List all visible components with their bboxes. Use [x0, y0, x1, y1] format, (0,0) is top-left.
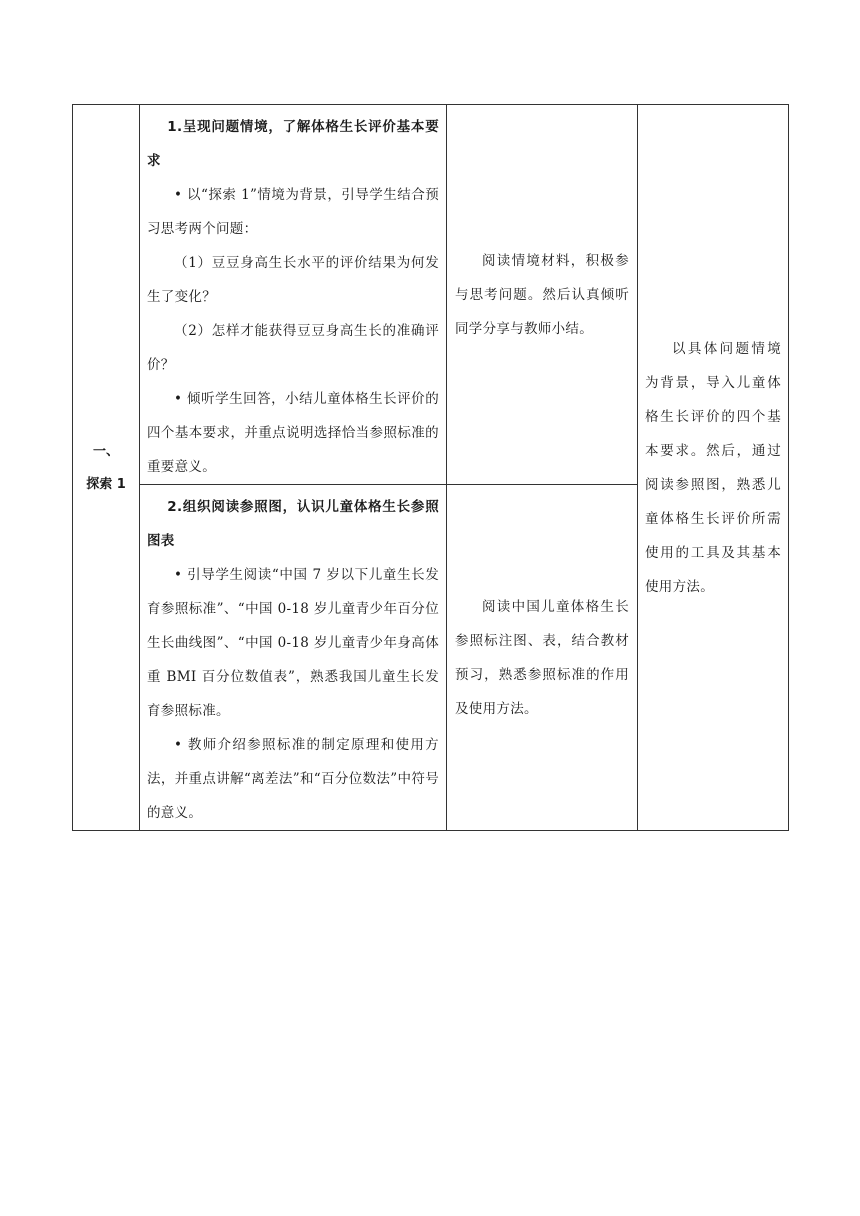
bullet-text: • 教师介绍参照标准的制定原理和使用方法，并重点讲解“离差法”和“百分位数法”中符号的意义。 [147, 737, 439, 821]
section-label-cell [73, 105, 140, 831]
question-text: （1）豆豆身高生长水平的评价结果为何发生了变化？ [147, 255, 439, 305]
bullet-text: • 倾听学生回答，小结儿童体格生长评价的四个基本要求，并重点说明选择恰当参照标准的重要意义。 [147, 391, 439, 475]
teacher-activity-cell-2 [140, 485, 447, 831]
student-activity-cell-2 [447, 485, 638, 831]
activity-heading: 1.呈现问题情境，了解体格生长评价基本要求 [147, 119, 439, 169]
lesson-plan-table [72, 104, 789, 831]
question-text: （2）怎样才能获得豆豆身高生长的准确评价？ [147, 323, 439, 373]
teacher-activity-cell-1 [140, 105, 447, 485]
student-activity-text: 阅读中国儿童体格生长参照标注图、表，结合教材预习，熟悉参照标准的作用及使用方法。 [455, 598, 629, 717]
bullet-text: • 以“探索 1”情境为背景，引导学生结合预习思考两个问题： [147, 187, 439, 237]
section-number: 一、 [92, 443, 119, 459]
design-intent-text: 以具体问题情境为背景，导入儿童体格生长评价的四个基本要求。然后，通过阅读参照图，熟悉儿童体格生长评价所需使用的工具及其基本使用方法。 [645, 340, 781, 595]
table-row [73, 105, 789, 485]
section-name: 探索 1 [86, 476, 126, 492]
bullet-text: • 引导学生阅读“中国 7 岁以下儿童生长发育参照标准”、“中国 0-18 岁儿童青少年百分位生长曲线图”、“中国 0-18 岁儿童青少年身高体重 BMI 百分位数值表”，熟悉我国儿童生长发育参照标准。 [147, 567, 439, 719]
student-activity-text: 阅读情境材料，积极参与思考问题。然后认真倾听同学分享与教师小结。 [455, 252, 629, 337]
student-activity-cell-1 [447, 105, 638, 485]
design-intent-cell [638, 105, 789, 831]
activity-heading: 2.组织阅读参照图，认识儿童体格生长参照图表 [147, 499, 439, 549]
